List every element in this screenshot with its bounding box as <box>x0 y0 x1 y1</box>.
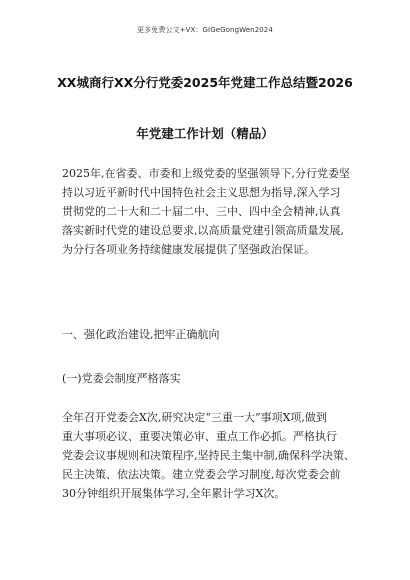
header-note: 更多免费公文+VX：GIGeGongWen2024 <box>137 26 273 34</box>
document-title-line-2: 年党建工作计划（精品） <box>136 126 274 141</box>
paragraph-line: 30分钟组织开展集体学习,全年累计学习X次。 <box>62 487 286 500</box>
paragraph-line: 2025年,在省委、市委和上级党委的坚强领导下,分行党委坚 <box>62 167 350 180</box>
paragraph-line: 落实新时代党的建设总要求,以高质量党建引领高质量发展, <box>62 224 344 237</box>
paragraph-line: 持以习近平新时代中国特色社会主义思想为指导,深入学习 <box>62 186 341 199</box>
subsection-heading: (一)党委会制度严格落实 <box>62 372 181 385</box>
body-paragraph <box>62 408 355 503</box>
section-heading: 一、强化政治建设,把牢正确航向 <box>62 328 220 341</box>
paragraph-line: 贯彻党的二十大和二十届二中、三中、四中全会精神,认真 <box>62 205 341 218</box>
paragraph-line: 为分行各项业务持续健康发展提供了坚强政治保证。 <box>62 243 315 256</box>
paragraph-line: 重大事项必议、重要决策必审、重点工作必抓。严格执行 <box>62 430 337 443</box>
intro-paragraph <box>62 164 352 259</box>
document-title-line-1: XX城商行XX分行党委2025年党建工作总结暨2026 <box>57 75 353 90</box>
paragraph-line: 全年召开党委会X次,研究决定“三重一大”事项X项,做到 <box>62 411 327 424</box>
paragraph-line: 党委会议事规则和决策程序,坚持民主集中制,确保科学决策、 <box>62 449 355 462</box>
paragraph-line: 民主决策、依法决策。建立党委会学习制度,每次党委会前 <box>62 468 341 481</box>
